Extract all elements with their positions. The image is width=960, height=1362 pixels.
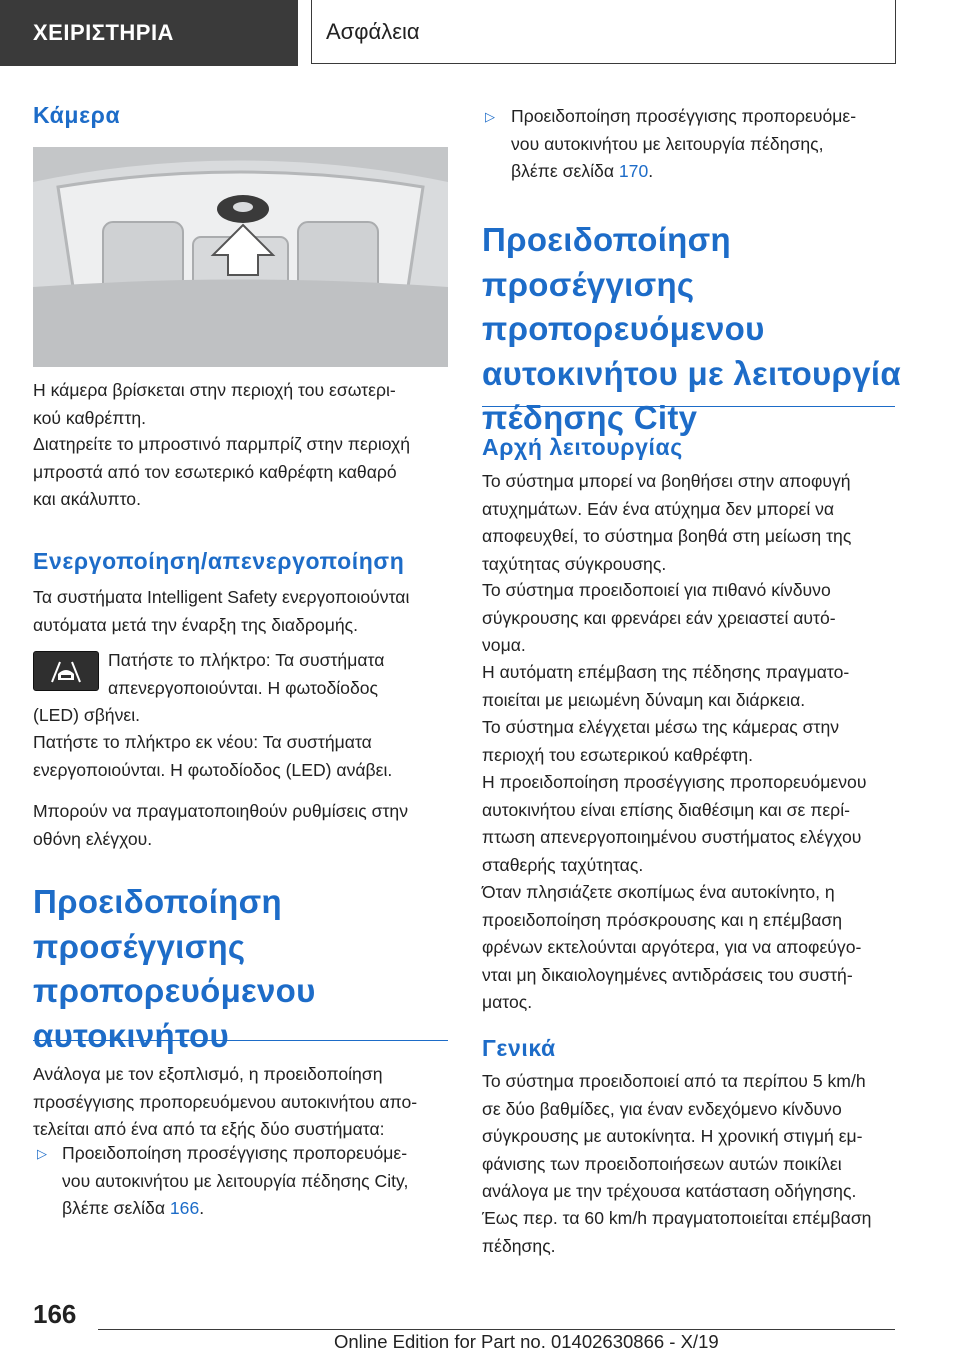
camera-heading: Κάμερα — [33, 102, 121, 128]
principle-paragraph-6: Όταν πλησιάζετε σκοπίμως ένα αυτοκίνητο, η προειδοποίηση πρόσκρουσης και η επέμβαση φρένων εκτελούνται αργότερα, για να αποφεύγο‐ νται μη δικαιολογημένες αντιδράσεις του συστή‐ ματος. — [482, 882, 862, 1012]
principle-paragraph-3: Η αυτόματη επέμβαση της πέδησης πραγματο‐ ποιείται με μειωμένη δύναμη και διάρκεια. — [482, 662, 850, 710]
principle-paragraph-2: Το σύστημα προειδοποιεί για πιθανό κίνδυνο σύγκρουσης και φρενάρει εάν χρειαστεί αυτό‐ νομα. — [482, 580, 836, 655]
general-heading: Γενικά — [482, 1035, 556, 1061]
section-tab — [311, 0, 896, 64]
footer-divider — [98, 1329, 895, 1330]
page-link-166[interactable]: 166 — [169, 1198, 200, 1218]
activation-button-paragraph: Πατήστε το πλήκτρο: Τα συστήματα απενεργοποιούνται. Η φωτοδίοδος (LED) σβήνει. — [33, 650, 385, 725]
page-header — [0, 0, 960, 66]
principle-paragraph-4: Το σύστημα ελέγχεται μέσω της κάμερας στην περιοχή του εσωτερικού καθρέφτη. — [482, 717, 840, 765]
heading-divider — [33, 1040, 448, 1041]
principle-heading: Αρχή λειτουργίας — [482, 434, 683, 460]
principle-paragraph-1: Το σύστημα μπορεί να βοηθήσει στην αποφυγή ατυχημάτων. Εάν ένα ατύχημα δεν μπορεί να αποφευχθεί, το σύστημα βοηθά στη μείωση της ταχύτητας σύγκρουσης. — [482, 471, 852, 574]
general-paragraph-1: Το σύστημα προειδοποιεί από τα περίπου 5 km/h σε δύο βαθμίδες, για έναν ενδεχόμενο κίνδυνο σύγκρουσης με αυτοκίνητα. Η χρονική στιγμή εμ‐ φάνισης των προειδοποιήσεων αυτών ποικίλει ανάλογα με την τρέχουσα κατάσταση οδήγησης. — [482, 1071, 866, 1201]
edition-footer: Online Edition for Part no. 01402630866 - X/19 — [334, 1331, 719, 1352]
bullet-triangle-icon: ▷ — [485, 109, 495, 124]
camera-paragraph-1: Η κάμερα βρίσκεται στην περιοχή του εσωτερι‐ κού καθρέπτη. — [33, 380, 396, 428]
activation-heading: Ενεργοποίηση/απενεργοποίηση — [33, 548, 405, 574]
bullet-triangle-icon: ▷ — [37, 1146, 47, 1161]
bullet-item-city-braking: Προειδοποίηση προσέγγισης προπορευόμε‐ νου αυτοκινήτου με λειτουργία πέδησης City, βλέπε σελίδα 166. — [62, 1143, 409, 1218]
page-link-170[interactable]: 170 — [618, 161, 649, 181]
chapter-label: ΧΕΙΡΙΣΤΗΡΙΑ — [33, 20, 174, 45]
camera-paragraph-2: Διατηρείτε το μπροστινό παρμπρίζ στην περιοχή μπροστά από τον εσωτερικό καθρέφτη καθαρό και ακάλυπτο. — [33, 434, 411, 509]
general-paragraph-2: Έως περ. τα 60 km/h πραγματοποιείται επέμβαση πέδησης. — [482, 1208, 872, 1256]
camera-location-illustration — [33, 147, 448, 367]
chapter-tab — [0, 0, 298, 66]
forward-collision-warning-heading: Προειδοποίηση προσέγγισης προπορευόμενου αυτοκινήτου — [33, 883, 316, 1054]
principle-paragraph-5: Η προειδοποίηση προσέγγισης προπορευόμενου αυτοκινήτου είναι επίσης διαθέσιμη και σε περί‐ πτωση απενεργοποιημένου συστήματος ελέγχου σταθερής ταχύτητας. — [482, 772, 867, 875]
section-label: Ασφάλεια — [326, 18, 420, 44]
page-number: 166 — [33, 1299, 77, 1329]
city-braking-heading: Προειδοποίηση προσέγγισης προπορευόμενου αυτοκινήτου με λειτουργία πέδησης City — [482, 221, 901, 436]
bullet-item-braking: Προειδοποίηση προσέγγισης προπορευόμε‐ νου αυτοκινήτου με λειτουργία πέδησης, βλέπε σελίδα 170. — [511, 106, 857, 181]
activation-paragraph-2: Πατήστε το πλήκτρο εκ νέου: Τα συστήματα ενεργοποιούνται. Η φωτοδίοδος (LED) ανάβει. — [33, 732, 393, 780]
warning-intro-paragraph: Ανάλογα με τον εξοπλισμό, η προειδοποίηση προσέγγισης προπορευόμενου αυτοκινήτου απο‐ τελείται από ένα από τα εξής δύο συστήματα: — [33, 1064, 418, 1139]
activation-paragraph-3: Μπορούν να πραγματοποιηθούν ρυθμίσεις στην οθόνη ελέγχου. — [33, 801, 409, 849]
heading-divider — [482, 406, 895, 407]
activation-paragraph-1: Τα συστήματα Intelligent Safety ενεργοποιούνται αυτόματα μετά την έναρξη της διαδρομής. — [33, 587, 410, 635]
